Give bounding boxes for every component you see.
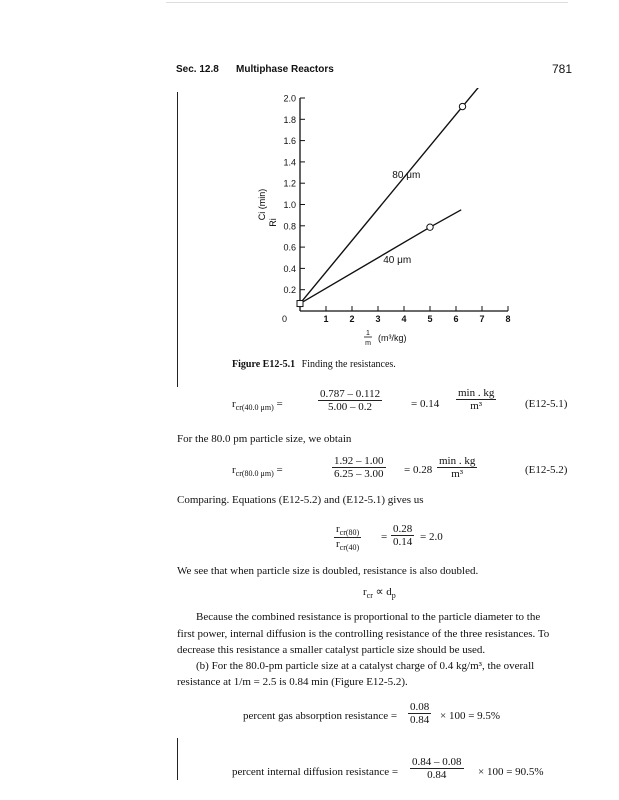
running-title: Multiphase Reactors	[236, 64, 334, 75]
eq6-rhs: × 100 = 90.5%	[478, 766, 544, 778]
margin-bar	[177, 92, 178, 387]
x-label-frac-num: 1	[366, 330, 370, 337]
eq1-unit: min . kg m³	[458, 387, 495, 412]
start-point	[297, 301, 303, 307]
y-tick-label: 0.2	[283, 285, 296, 296]
series-line	[300, 210, 461, 304]
x-tick-label: 4	[401, 314, 407, 324]
y-tick-label: 0.6	[283, 242, 296, 253]
x-tick-label: 2	[349, 314, 355, 324]
x-tick-label: 7	[479, 314, 485, 324]
paragraph: We see that when particle size is doubled, resistance is also doubled.	[177, 565, 479, 577]
eq1-fraction: $\frac{0.787 - 0.112}{5.00 - 0.2}$	[320, 388, 381, 413]
figure-caption	[232, 359, 396, 370]
eq2-unit: min . kg m³	[439, 455, 476, 480]
eq2-label: (E12-5.2)	[525, 464, 568, 476]
y-label-denominator: Ri	[268, 218, 278, 227]
paragraph: Comparing. Equations (E12-5.2) and (E12-5.1) gives us	[177, 494, 424, 506]
paragraph: For the 80.0 pm particle size, we obtain	[177, 433, 352, 445]
eq4-proportionality: $r_{cr} \propto d_p$	[363, 586, 396, 601]
paragraph-line: resistance at 1/m = 2.5 is 0.84 min (Figure E12-5.2).	[177, 676, 408, 688]
data-point	[459, 103, 465, 109]
eq1-result: = 0.14	[411, 398, 440, 410]
y-tick-label: 0.8	[283, 221, 296, 232]
paragraph-line: (b) For the 80.0-pm particle size at a catalyst charge of 0.4 kg/m³, the overall	[196, 660, 535, 672]
eq1-label: (E12-5.1)	[525, 398, 568, 410]
figure-caption-text: Finding the resistances.	[301, 359, 396, 370]
x-tick-label: 8	[505, 314, 511, 324]
paragraph-line: decrease this resistance a smaller catalyst particle size should be used.	[177, 644, 486, 656]
y-tick-label: 1.6	[283, 136, 296, 147]
y-tick-label: 1.0	[283, 200, 296, 210]
paragraph-line: Because the combined resistance is proportional to the particle diameter to the	[196, 611, 541, 623]
eq2-result: = 0.28	[404, 464, 433, 476]
eq3-ratio: $r_{cr(80)}$ $r_{cr(40)}$	[336, 523, 360, 553]
x-tick-label: 5	[427, 314, 433, 324]
paragraph-line: first power, internal diffusion is the controlling resistance of the three resistances. To	[177, 628, 550, 640]
data-point	[427, 224, 433, 230]
top-rule	[166, 2, 568, 3]
eq3-equals: =	[381, 531, 388, 543]
series-line	[300, 88, 482, 304]
x-tick-label: 6	[453, 314, 459, 324]
x-label-frac-den: m	[365, 340, 371, 347]
eq5-fraction: $\frac{0.08}{0.84}$	[410, 701, 430, 726]
y-axis-label	[257, 189, 278, 227]
margin-bar	[177, 738, 178, 780]
eq6-fraction: $\frac{0.84 - 0.08}{0.84}$	[412, 756, 462, 781]
figure-label: Figure E12-5.1	[232, 359, 296, 370]
eq5-lhs: percent gas absorption resistance =	[243, 710, 398, 722]
y-tick-label: 2.0	[283, 93, 296, 104]
y-tick-label: 1.4	[283, 157, 296, 168]
x-tick-label: 1	[323, 314, 329, 324]
origin-label: 0	[282, 314, 288, 324]
eq6-lhs: percent internal diffusion resistance =	[232, 766, 399, 778]
x-axis-label: (m³/kg)	[378, 333, 407, 343]
series-label: 80 μm	[392, 169, 421, 181]
x-tick-label: 3	[375, 314, 381, 324]
series-label: 40 μm	[383, 255, 412, 267]
figure-chart	[250, 88, 540, 348]
eq3-result: = 2.0	[420, 531, 443, 543]
eq5-rhs: × 100 = 9.5%	[440, 710, 501, 722]
eq2-fraction: $\frac{1.92 - 1.00}{6.25 - 3.00}$	[334, 455, 384, 480]
y-tick-label: 0.4	[283, 263, 296, 274]
page-number: 781	[552, 62, 573, 76]
y-tick-label: 1.8	[283, 114, 296, 125]
eq1-lhs: $r_{cr(40.0 \mu m)}$ =	[232, 398, 283, 413]
section-label: Sec. 12.8	[176, 64, 219, 75]
eq2-lhs: $r_{cr(80.0 \mu m)}$ =	[232, 464, 283, 479]
eq3-fraction: $\frac{0.28}{0.14}$	[393, 523, 413, 548]
y-label-numerator: Ci (min)	[257, 188, 267, 221]
y-tick-label: 1.2	[283, 178, 296, 189]
